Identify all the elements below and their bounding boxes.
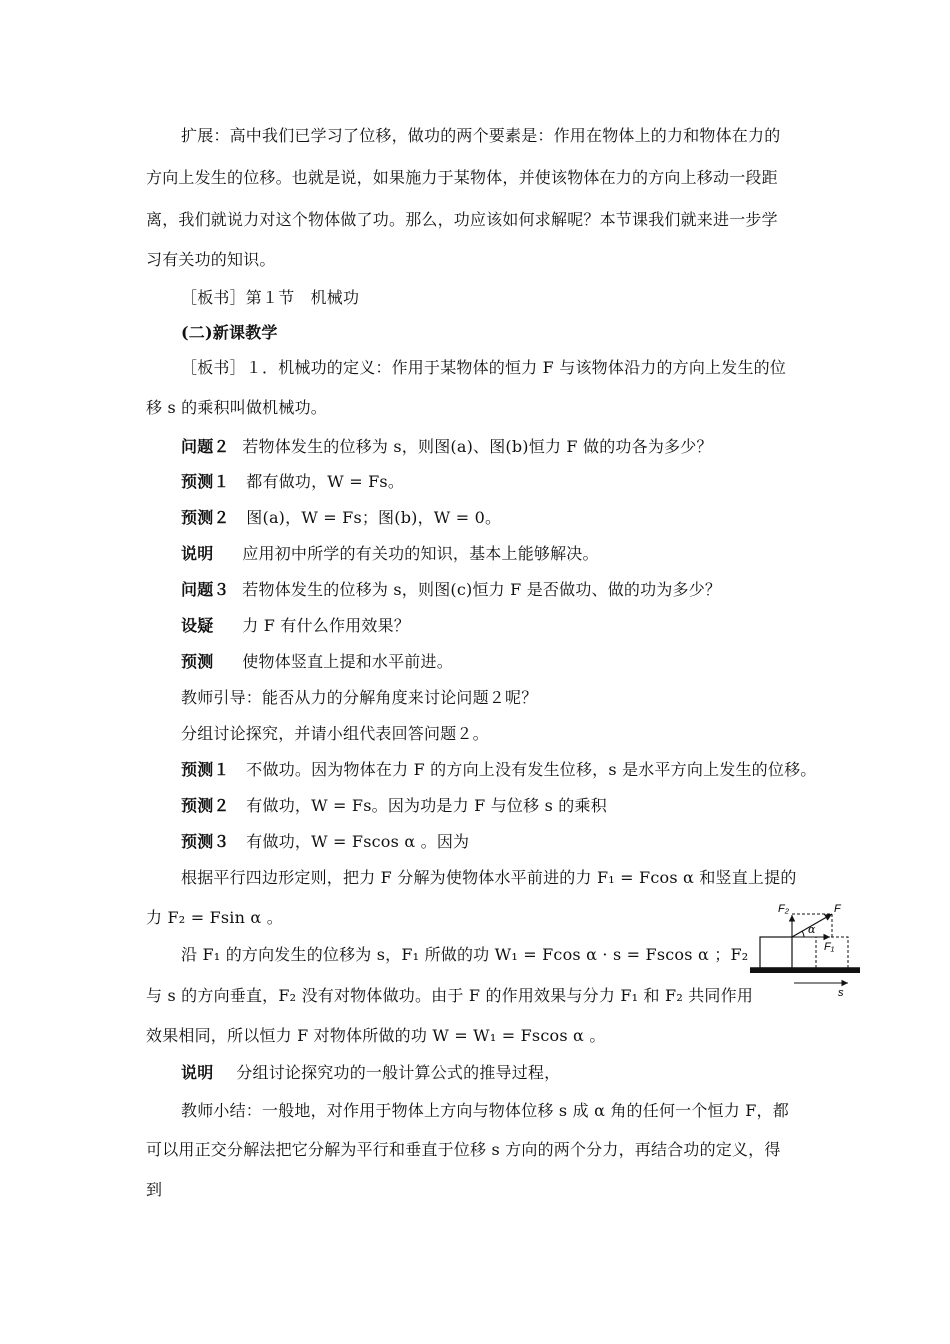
expand-line-1: 扩展：高中我们已学习了位移，做功的两个要素是：作用在物体上的力和物体在力的 bbox=[181, 126, 781, 145]
prediction bbox=[181, 652, 453, 672]
expand-line-3: 离，我们就说力对这个物体做了功。那么，功应该如何求解呢？本节课我们就来进一步学 bbox=[146, 210, 778, 229]
question-2-text: 若物体发生的位移为 s，则图(a)、图(b)恒力 F 做的功各为多少？ bbox=[242, 437, 713, 456]
definition-line-1: ［板书］１．机械功的定义：作用于某物体的恒力 F 与该物体沿力的方向上发生的位 bbox=[181, 358, 787, 377]
group-prediction-1-label: 预测１ bbox=[181, 760, 230, 779]
board-heading: ［板书］第１节 机械功 bbox=[181, 288, 360, 307]
decomposition-line-4: 与 s 的方向垂直，F₂ 没有对物体做功。由于 F 的作用效果与分力 F₁ 和 F₂ 共同作用 bbox=[146, 986, 754, 1005]
label-alpha: α bbox=[808, 923, 816, 936]
group-discussion: 分组讨论探究，并请小组代表回答问题２。 bbox=[181, 724, 489, 743]
label-F: F bbox=[834, 903, 841, 915]
note-1 bbox=[181, 544, 599, 564]
doubt-label: 设疑 bbox=[181, 616, 214, 635]
doubt bbox=[181, 616, 410, 636]
angle-arc bbox=[802, 931, 804, 937]
decomposition-line-2: 力 F₂ = Fsin α 。 bbox=[146, 908, 283, 927]
group-prediction-1-text: 不做功。因为物体在力 F 的方向上没有发生位移，s 是水平方向上发生的位移。 bbox=[246, 760, 817, 779]
note-2 bbox=[181, 1063, 560, 1083]
doubt-text: 力 F 有什么作用效果？ bbox=[242, 616, 410, 635]
prediction-1 bbox=[181, 472, 404, 492]
prediction-1-text: 都有做功，W = Fs。 bbox=[246, 472, 405, 491]
decomposition-line-3: 沿 F₁ 的方向发生的位移为 s，F₁ 所做的功 W₁ = Fcos α · s = Fscos α ；F₂ bbox=[181, 945, 749, 964]
question-2 bbox=[181, 437, 713, 457]
prediction-text: 使物体竖直上提和水平前进。 bbox=[242, 652, 453, 671]
group-prediction-1 bbox=[181, 760, 816, 780]
question-3-label: 问题３ bbox=[181, 580, 230, 599]
summary-line-3: 到 bbox=[146, 1180, 163, 1199]
question-2-label: 问题２ bbox=[181, 437, 230, 456]
force-decomposition-diagram bbox=[748, 898, 868, 998]
prediction-1-label: 预测１ bbox=[181, 472, 230, 491]
expand-line-2: 方向上发生的位移。也就是说，如果施力于某物体，并使该物体在力的方向上移动一段距 bbox=[146, 168, 778, 187]
prediction-2-label: 预测２ bbox=[181, 508, 230, 527]
group-prediction-3-label: 预测３ bbox=[181, 832, 230, 851]
teacher-guide: 教师引导：能否从力的分解角度来讨论问题２呢？ bbox=[181, 688, 538, 707]
label-s: s bbox=[838, 987, 844, 998]
section-title: (二)新课教学 bbox=[181, 323, 278, 342]
summary-line-1: 教师小结：一般地，对作用于物体上方向与物体位移 s 成 α 角的任何一个恒力 F，都 bbox=[181, 1101, 789, 1120]
note-1-label: 说明 bbox=[181, 544, 214, 563]
summary-line-2: 可以用正交分解法把它分解为平行和垂直于位移 s 方向的两个分力，再结合功的定义，得 bbox=[146, 1140, 781, 1159]
prediction-2 bbox=[181, 508, 501, 528]
block bbox=[760, 937, 792, 968]
question-3 bbox=[181, 580, 721, 600]
prediction-2-text: 图(a)，W = Fs；图(b)，W = 0。 bbox=[246, 508, 502, 527]
note-2-text: 分组讨论探究功的一般计算公式的推导过程， bbox=[236, 1063, 561, 1082]
group-prediction-2-label: 预测２ bbox=[181, 796, 230, 815]
question-3-text: 若物体发生的位移为 s，则图(c)恒力 F 是否做功、做的功为多少？ bbox=[242, 580, 722, 599]
decomposition-line-5: 效果相同，所以恒力 F 对物体所做的功 W = W₁ = Fscos α 。 bbox=[146, 1026, 606, 1045]
prediction-label: 预测 bbox=[181, 652, 214, 671]
group-prediction-3-text: 有做功，W = Fscos α 。因为 bbox=[246, 832, 470, 851]
label-F1: F₁ bbox=[824, 941, 835, 953]
expand-line-4: 习有关功的知识。 bbox=[146, 250, 276, 269]
note-1-text: 应用初中所学的有关功的知识，基本上能够解决。 bbox=[242, 544, 599, 563]
note-2-label: 说明 bbox=[181, 1063, 214, 1082]
decomposition-line-1: 根据平行四边形定则，把力 F 分解为使物体水平前进的力 F₁ = Fcos α 和竖直上提的 bbox=[181, 868, 797, 887]
label-F2: F₂ bbox=[778, 903, 789, 915]
group-prediction-2-text: 有做功，W = Fs。因为功是力 F 与位移 s 的乘积 bbox=[246, 796, 607, 815]
ground-hatching bbox=[750, 968, 860, 973]
definition-line-2: 移 s 的乘积叫做机械功。 bbox=[146, 398, 327, 417]
group-prediction-2 bbox=[181, 796, 607, 816]
group-prediction-3 bbox=[181, 832, 469, 852]
